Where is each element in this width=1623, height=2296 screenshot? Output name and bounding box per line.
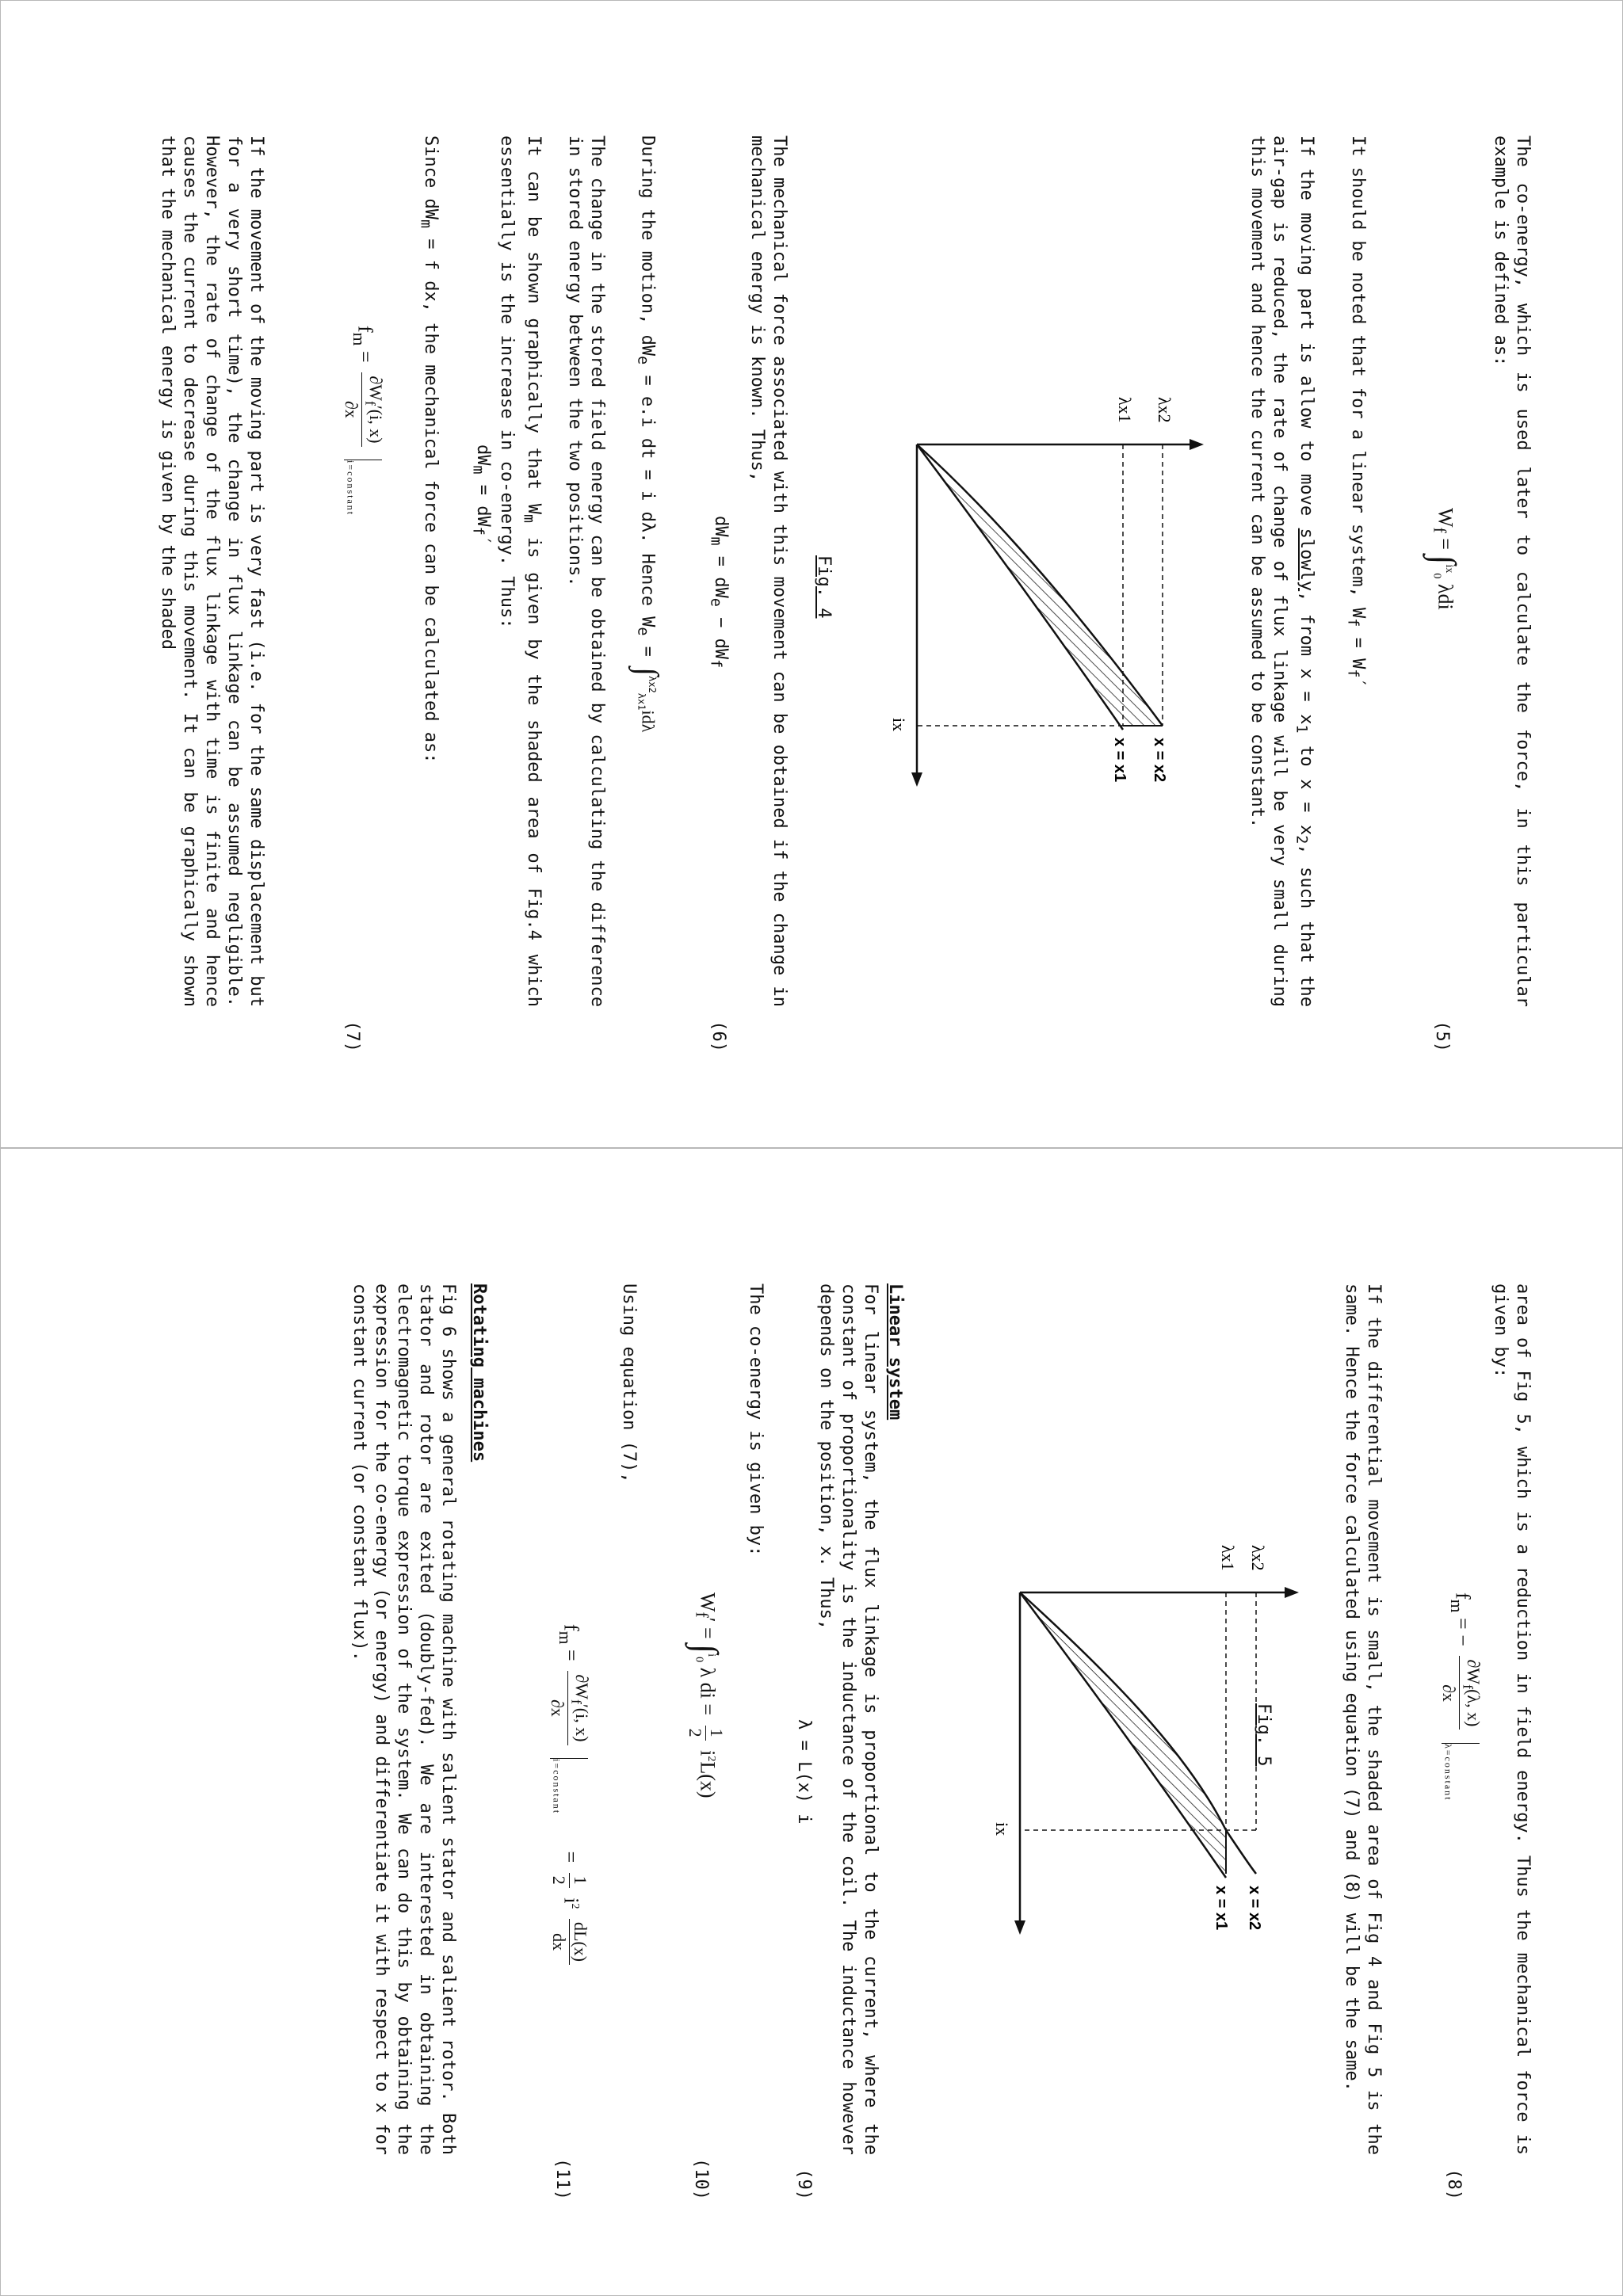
equation-10: $W_f' = \int^i_0$ λ di = 1 2 $i^2L(x)$	[685, 1592, 727, 1798]
fig4-label-ix: ix	[889, 718, 909, 732]
since-paragraph: Since $dW_m = f$ dx, the mechanical force can be calculated as:	[417, 135, 441, 764]
equation-8-number: (8)	[1444, 2168, 1464, 2200]
fig5-label-lambda-x2: λx2	[1248, 1545, 1268, 1571]
equation-7: $f_m$ = $\partial W_f'(i$, x) ∂x $_{i=constant}$	[341, 326, 386, 517]
equation-dwm: $dW_m = dW_f'$	[469, 444, 493, 547]
fig4-caption: Fig. 4	[814, 555, 834, 619]
area-paragraph: area of Fig 5, which is a reduction in field energy. Thus the mechanical force is given by:	[1491, 1283, 1533, 2155]
fig4-label-x2: x = x2	[1151, 738, 1168, 783]
fig4-label-lambda-x1: λx1	[1115, 397, 1135, 423]
rotating-machines-paragraph: Fig 6 shows a general rotating machine with salient stator and salient rotor. Both stator and rotor are exited (doubly-fed). We are interested in obtaining the electromagnetic torque expression of the system. We can do this by obtaining the expression for the co-energy (or energy) and differentiate it with respect to x for constant current (or constant flux).	[349, 1283, 458, 2155]
fig4-label-lambda-x2: λx2	[1155, 397, 1174, 423]
mechanical-force-paragraph: The mechanical force associated with this movement can be obtained if the change in mechanical energy is known. Thus,	[747, 135, 789, 1007]
equation-9-number: (9)	[794, 2168, 814, 2200]
graphical-paragraph: It can be shown graphically that $W_m$ is given by the shaded area of Fig.4 which essentially is the increase in co-energy. Thus:	[496, 135, 544, 1007]
fig4-shaded-area	[917, 444, 1163, 726]
equation-8: $f_m$ = − $\partial W_f(\lambda$, x) ∂x $_{\lambda=constant}$	[1438, 1592, 1484, 1802]
differential-paragraph: If the differential movement is small, the shaded area of Fig 4 and Fig 5 is the same. Hence the force calculated using equation (7) and (8) will be the same.	[1342, 1283, 1384, 2155]
slow-movement-paragraph: If the moving part is allow to move slowly, from $x = x_1$ to $x = x_2$, such that the air-gap is reduced, the rate of change of flux linkage will be very small during this movement and hence the current can be assumed to be constant.	[1247, 135, 1316, 1007]
using-equation-paragraph: Using equation (7),	[619, 1283, 639, 1483]
fig5-label-lambda-x1: λx1	[1218, 1545, 1238, 1571]
fig5-caption: Fig. 5	[1254, 1703, 1274, 1767]
equation-9: λ = L(x) i	[794, 1719, 814, 1825]
equation-6: $dW_m = dW_e - dW_f$	[707, 516, 731, 669]
linear-system-paragraph: For linear system, the flux linkage is proportional to the current, where the constant of proportionality is the inductance of the coil. The inductance however depends on the position, x. Thus,	[816, 1283, 880, 2155]
linear-note: It should be noted that for a linear system, $W_f = W_f'$	[1344, 135, 1368, 688]
page-1-content	[1, 1, 1622, 1147]
equation-11: $f_m$ = $\partial W_f'(i$, x) ∂x $_{i=constant}$ = 1 2 $i^2$ dL(x) dx	[547, 1624, 592, 1970]
intro-paragraph: The co-energy, which is used later to calculate the force, in this particular example is defined as:	[1491, 135, 1533, 1007]
fig5-curve-x1	[1020, 1592, 1226, 1878]
coenergy-paragraph: The co-energy is given by:	[746, 1283, 766, 1557]
equation-6-number: (6)	[708, 1020, 728, 1052]
heading-linear-system: Linear system	[885, 1283, 905, 1421]
page-2-content	[1, 1149, 1622, 2295]
equation-5-number: (5)	[1432, 1020, 1452, 1052]
equation-5: $W_f = \int^{ix}_0$ λdi	[1424, 508, 1463, 610]
stored-energy-paragraph: The change in the stored field energy can be obtained by calculating the difference in stored energy between the two positions.	[565, 135, 607, 1007]
fast-movement-paragraph: If the movement of the moving part is very fast (i.e. for the same displacement but for a very short time), the change in flux linkage can be assumed negligible. However, the rate of change of the flux linkage with time is finite and hence causes the current to decrease during this movement. It can be graphically shown that the mechanical energy is given by the shaded	[158, 135, 266, 1007]
fig5-label-x1: x = x1	[1212, 1886, 1230, 1931]
equation-7-number: (7)	[342, 1020, 362, 1052]
figure-4	[861, 365, 1210, 856]
equation-11-number: (11)	[552, 2158, 572, 2200]
equation-10-number: (10)	[691, 2158, 711, 2200]
fig4-label-x1: x = x1	[1111, 738, 1128, 783]
page-2	[0, 1148, 1623, 2296]
fig4-curve-x1	[917, 444, 1123, 730]
fig5-label-x2: x = x2	[1246, 1886, 1263, 1931]
heading-rotating-machines: Rotating machines	[469, 1283, 489, 1463]
fig5-label-ix: ix	[992, 1822, 1012, 1836]
motion-paragraph: During the motion, $dW_e = e.i$ dt = i dλ. Hence $W_e = \int^{\lambda x2}_{\lambda x1}id\lambda$	[629, 135, 666, 733]
